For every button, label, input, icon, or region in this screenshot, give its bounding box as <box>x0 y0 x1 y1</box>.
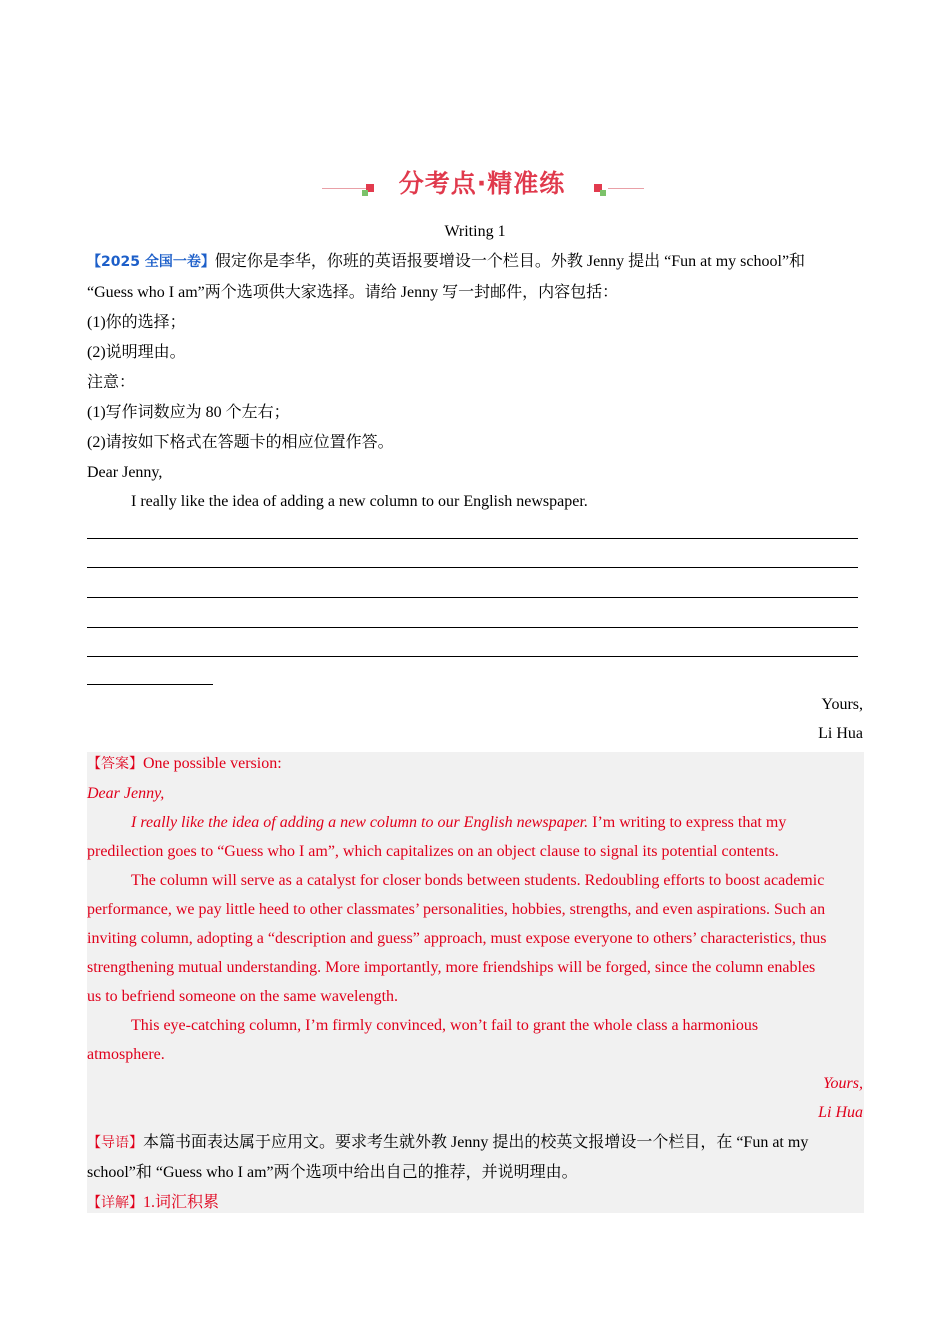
guide-line-1 <box>87 1133 808 1153</box>
answer-paragraph-2-line: performance, we pay little heed to other classmates’ personalities, hobbies, strengths, and even aspirations. Such an <box>87 901 826 918</box>
prompt-line-2: “Guess who I am”两个选项供大家选择。请给 Jenny 写一封邮件，内容包括： <box>87 284 619 301</box>
note-item: (2)请按如下格式在答题卡的相应位置作答。 <box>87 434 394 451</box>
answer-paragraph-3-line: atmosphere. <box>87 1046 165 1063</box>
prompt-item: (2)说明理由。 <box>87 344 186 361</box>
banner-right-accent-icon <box>600 190 606 196</box>
guide-tag: 【导语】 <box>87 1135 143 1151</box>
note-item: (1)写作词数应为 80 个左右； <box>87 404 290 421</box>
banner-left-accent-icon <box>362 190 368 196</box>
letter-salutation: Dear Jenny, <box>87 464 163 481</box>
banner-right-line <box>608 188 644 189</box>
prompt-line-1 <box>87 252 805 272</box>
answer-signature: Li Hua <box>818 1104 863 1121</box>
answer-paragraph-2-line: strengthening mutual understanding. More importantly, more friendships will be forged, since the column enables <box>87 959 816 976</box>
writing-line <box>87 684 213 685</box>
answer-header <box>87 754 282 774</box>
detail-line <box>87 1193 219 1213</box>
letter-closing: Yours, <box>821 696 863 713</box>
prompt-text-1: 假定你是李华，你班的英语报要增设一个栏目。外教 Jenny 提出 “Fun at my school”和 <box>214 253 806 270</box>
detail-text: 1.词汇积累 <box>143 1194 220 1211</box>
writing-line <box>87 656 858 657</box>
answer-tag: 【答案】 <box>87 756 143 772</box>
answer-paragraph-3-line: This eye-catching column, I’m firmly convinced, won’t fail to grant the whole class a harmonious <box>131 1017 759 1034</box>
answer-paragraph-1-line-2: predilection goes to “Guess who I am”, which capitalizes on an object clause to signal its potential contents. <box>87 843 779 860</box>
page-title: Writing 1 <box>444 223 506 240</box>
answer-closing: Yours, <box>823 1075 863 1092</box>
exam-source-tag: 【2025 全国一卷】 <box>87 254 215 270</box>
detail-tag: 【详解】 <box>87 1195 143 1211</box>
writing-line <box>87 597 858 598</box>
writing-line <box>87 567 858 568</box>
section-banner <box>322 164 644 200</box>
answer-paragraph-2-line: inviting column, adopting a “description and guess” approach, must expose everyone to others’ characteristics, thus <box>87 930 827 947</box>
answer-opening-italic: I really like the idea of adding a new column to our English newspaper. <box>131 814 589 831</box>
answer-opening-rest: I’m writing to express that my <box>588 814 787 831</box>
answer-paragraph-2-line: us to befriend someone on the same wavelength. <box>87 988 399 1005</box>
writing-line <box>87 538 858 539</box>
answer-paragraph-1-line-1 <box>87 813 786 833</box>
writing-line <box>87 627 858 628</box>
guide-text-1: 本篇书面表达属于应用文。要求考生就外教 Jenny 提出的校英文报增设一个栏目，在 “Fun at my <box>143 1134 809 1151</box>
answer-label: One possible version: <box>143 755 282 772</box>
letter-opening: I really like the idea of adding a new column to our English newspaper. <box>131 493 588 510</box>
answer-salutation: Dear Jenny, <box>87 785 165 802</box>
guide-line-2: school”和 “Guess who I am”两个选项中给出自己的推荐，并说明理由。 <box>87 1164 578 1181</box>
answer-paragraph-2-line: The column will serve as a catalyst for closer bonds between students. Redoubling efforts to boost academic <box>131 872 825 889</box>
letter-signature: Li Hua <box>818 725 863 742</box>
prompt-item: (1)你的选择； <box>87 314 186 331</box>
note-label: 注意： <box>87 374 136 391</box>
banner-title: 分考点·精准练 <box>398 169 566 198</box>
banner-left-line <box>322 188 366 189</box>
